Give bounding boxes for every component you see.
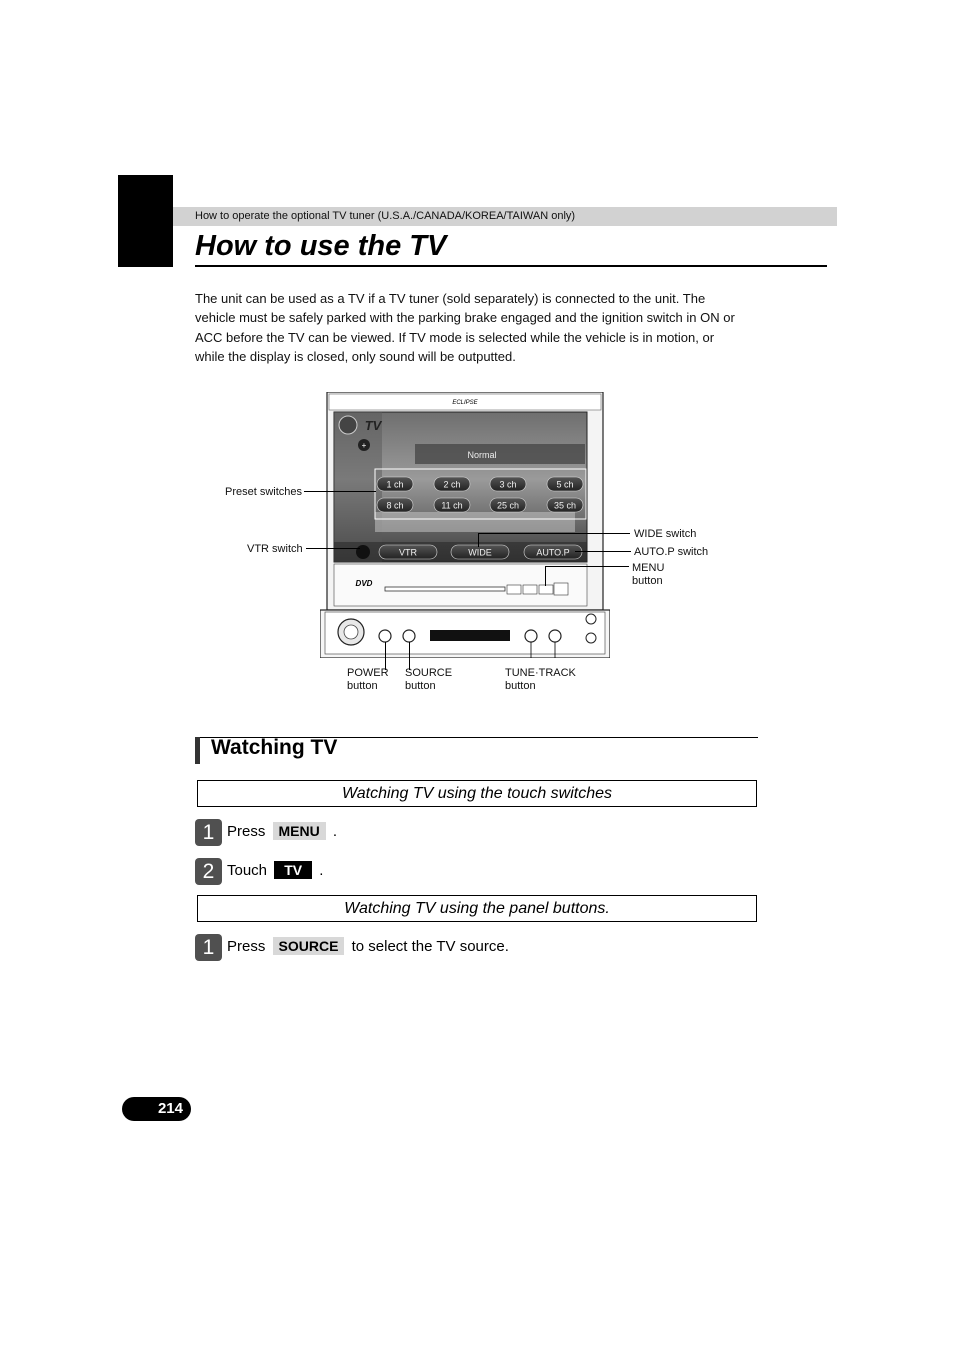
callout-autop-switch: AUTO.P switch bbox=[634, 546, 709, 558]
callout-line: SOURCE bbox=[405, 667, 453, 679]
wide-switch-label: WIDE bbox=[468, 547, 492, 558]
callout-tune-track-button bbox=[505, 667, 576, 693]
leader-line bbox=[306, 548, 360, 549]
tv-key: TV bbox=[274, 861, 312, 879]
intro-line: ACC before the TV can be viewed. If TV mode is selected while the vehicle is in motion, or bbox=[195, 329, 715, 345]
preset-switch-label: 11 ch bbox=[441, 500, 463, 511]
callout-line: button bbox=[505, 680, 536, 692]
step-number-badge: 2 bbox=[195, 858, 222, 885]
intro-line: The unit can be used as a TV if a TV tuner (sold separately) is connected to the unit. The bbox=[195, 291, 706, 306]
leader-line bbox=[478, 533, 479, 547]
callout-line: button bbox=[632, 575, 663, 587]
tune-track-down-button[interactable] bbox=[525, 630, 537, 642]
callout-line: MENU bbox=[632, 562, 665, 574]
preset-switch-label: 1 ch bbox=[386, 479, 404, 490]
preset-switch-label: 3 ch bbox=[499, 479, 517, 490]
step-text bbox=[227, 861, 323, 881]
title-underline bbox=[195, 265, 827, 267]
mode-label: Normal bbox=[467, 450, 497, 460]
source-key: SOURCE bbox=[273, 937, 345, 955]
preset-switch-label: 2 ch bbox=[443, 479, 461, 490]
preset-switch-label: 25 ch bbox=[496, 500, 520, 511]
leader-line bbox=[304, 491, 376, 492]
autop-switch-label: AUTO.P bbox=[536, 547, 570, 558]
intro-line: vehicle must be safely parked with the parking brake engaged and the ignition switch in ON or bbox=[195, 310, 735, 326]
step-verb: Press bbox=[227, 938, 266, 955]
callout-line: button bbox=[347, 680, 378, 692]
step-verb: Press bbox=[227, 823, 266, 840]
step-text bbox=[227, 937, 509, 957]
display-window bbox=[430, 630, 510, 641]
subheading-touch-switches: Watching TV using the touch switches bbox=[197, 780, 757, 807]
leader-line bbox=[545, 566, 546, 586]
subheading-panel-buttons: Watching TV using the panel buttons. bbox=[197, 895, 757, 922]
callout-line: POWER bbox=[347, 667, 389, 679]
screen-title: TV bbox=[364, 418, 382, 433]
section-title: Watching TV bbox=[211, 736, 338, 759]
vtr-switch-label: VTR bbox=[399, 547, 417, 558]
section-header: How to operate the optional TV tuner (U.S.A./CANADA/KOREA/TAIWAN only) bbox=[195, 210, 576, 222]
source-button[interactable] bbox=[403, 630, 415, 642]
callout-preset-switches: Preset switches bbox=[225, 486, 303, 498]
callout-line: button bbox=[405, 680, 436, 692]
menu-button[interactable] bbox=[539, 585, 553, 594]
callout-wide-switch: WIDE switch bbox=[634, 528, 697, 540]
chapter-tab bbox=[118, 175, 173, 267]
preset-switch-label: 8 ch bbox=[386, 500, 404, 511]
menu-key: MENU bbox=[273, 822, 326, 840]
leader-line bbox=[478, 533, 630, 534]
step-verb: Touch bbox=[227, 862, 268, 879]
callout-vtr-switch: VTR switch bbox=[247, 543, 303, 555]
callout-line: TUNE·TRACK bbox=[505, 667, 576, 679]
step-text bbox=[227, 822, 337, 842]
callout-source-button bbox=[405, 667, 452, 693]
page-title: How to use the TV bbox=[195, 230, 447, 262]
step-suffix: to select the TV source. bbox=[351, 938, 509, 955]
power-button[interactable] bbox=[379, 630, 391, 642]
add-icon[interactable]: + bbox=[361, 441, 367, 450]
tune-track-up-button[interactable] bbox=[549, 630, 561, 642]
leader-line bbox=[385, 642, 386, 670]
callout-power-button bbox=[347, 667, 389, 693]
page-number: 214 bbox=[122, 1097, 191, 1121]
head-unit-diagram bbox=[320, 392, 610, 658]
brand-logo: ECLIPSE bbox=[452, 400, 478, 406]
disc-slot bbox=[385, 587, 505, 591]
step-number-badge: 1 bbox=[195, 819, 222, 846]
section-marker bbox=[195, 737, 200, 764]
preset-switch-label: 35 ch bbox=[553, 500, 577, 511]
intro-paragraph bbox=[195, 289, 770, 366]
step-number-badge: 1 bbox=[195, 934, 222, 961]
callout-menu-button bbox=[632, 562, 664, 588]
intro-line: while the display is closed, only sound will be outputted. bbox=[195, 348, 516, 364]
dvd-logo: DVD bbox=[355, 579, 373, 588]
step-suffix: . bbox=[332, 823, 338, 840]
preset-switch-label: 5 ch bbox=[556, 479, 574, 490]
leader-line bbox=[545, 566, 629, 567]
leader-line bbox=[409, 642, 410, 670]
mode-bar bbox=[415, 444, 585, 464]
leader-line bbox=[575, 551, 631, 552]
step-suffix: . bbox=[319, 862, 324, 879]
